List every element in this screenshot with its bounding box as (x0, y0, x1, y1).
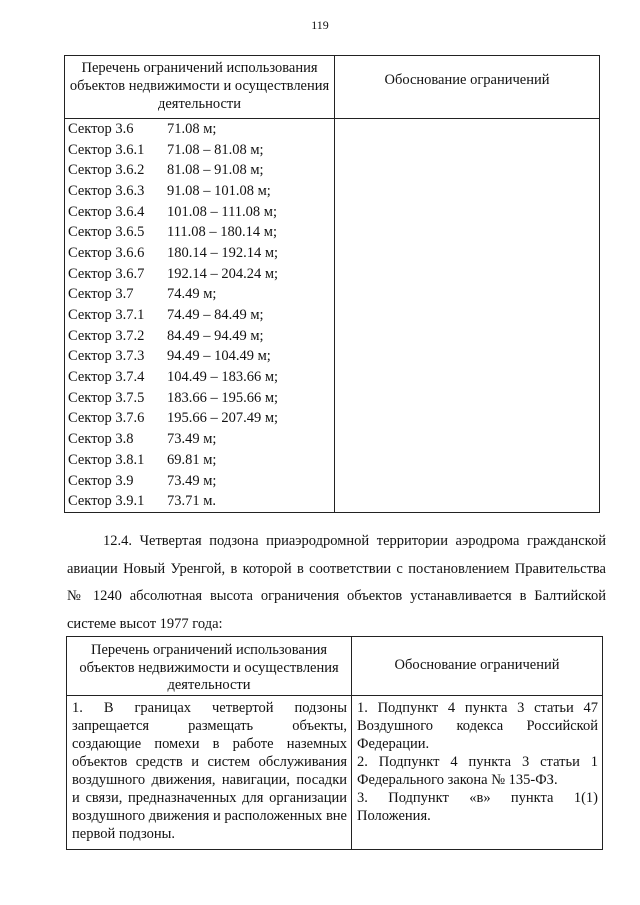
justification-item: 2. Подпункт 4 пункта 3 статьи 1 Федерального закона № 135-ФЗ. (357, 753, 598, 788)
sector-row (65, 181, 334, 202)
sector-name: Сектор 3.6.2 (68, 162, 145, 179)
sector-height: 71.08 – 81.08 м; (167, 141, 264, 158)
sector-height: 81.08 – 91.08 м; (167, 162, 264, 179)
sector-height: 183.66 – 195.66 м; (167, 389, 279, 406)
sector-height: 195.66 – 207.49 м; (167, 410, 279, 427)
sector-row (65, 367, 334, 388)
sector-restrictions-table (64, 55, 600, 513)
header-restrictions-list: Перечень ограничений использования объектов недвижимости и осуществления деятельности (67, 637, 352, 696)
sector-height: 104.49 – 183.66 м; (167, 369, 279, 386)
sector-row (65, 429, 334, 450)
sector-row (65, 491, 334, 512)
sector-name: Сектор 3.6 (68, 120, 134, 137)
sector-row (65, 305, 334, 326)
paragraph-text: 12.4. Четвертая подзона приаэродромной территории аэродрома гражданской авиации Новый Уренгой, в которой в соответствии с постановлением Правительства № 1240 абсолютная высота ограничения объектов устанавливается в Балтийской системе высот 1977 года: (67, 533, 606, 632)
sector-row (65, 326, 334, 347)
sector-row (65, 409, 334, 430)
sector-height: 73.71 м. (167, 493, 217, 510)
sector-row (65, 450, 334, 471)
sector-height: 73.49 м; (167, 431, 217, 448)
sector-height: 192.14 – 204.24 м; (167, 265, 279, 282)
sector-height: 111.08 – 180.14 м; (167, 224, 278, 241)
sector-name: Сектор 3.7 (68, 286, 134, 303)
sector-height: 74.49 м; (167, 286, 217, 303)
sector-name: Сектор 3.6.3 (68, 182, 145, 199)
sector-row (65, 160, 334, 181)
sector-height: 69.81 м; (167, 451, 217, 468)
sector-name: Сектор 3.7.1 (68, 307, 145, 324)
sector-row (65, 285, 334, 306)
sector-name: Сектор 3.9.1 (68, 493, 145, 510)
sector-name: Сектор 3.6.6 (68, 244, 145, 261)
sector-name: Сектор 3.6.1 (68, 141, 145, 158)
justification-item: 1. Подпункт 4 пункта 3 статьи 47 Воздушного кодекса Российской Федерации. (357, 699, 598, 752)
sector-name: Сектор 3.7.2 (68, 327, 145, 344)
sector-name: Сектор 3.6.4 (68, 203, 145, 220)
sector-height: 71.08 м; (167, 120, 217, 137)
table-row (67, 695, 603, 849)
table-header-row (67, 637, 603, 696)
sector-height: 101.08 – 111.08 м; (167, 203, 278, 220)
sector-name: Сектор 3.6.7 (68, 265, 145, 282)
table-header-row (65, 56, 600, 119)
sector-name: Сектор 3.7.6 (68, 410, 145, 427)
page-number: 119 (311, 18, 329, 32)
sector-name: Сектор 3.9 (68, 472, 134, 489)
sector-height: 73.49 м; (167, 472, 217, 489)
sector-row (65, 119, 334, 140)
sector-row (65, 388, 334, 409)
justification-text (352, 695, 603, 849)
fourth-subzone-table (66, 636, 603, 850)
sector-height: 91.08 – 101.08 м; (167, 182, 271, 199)
header-restrictions-list: Перечень ограничений использования объектов недвижимости и осуществления деятельности (65, 56, 335, 119)
sector-row (65, 471, 334, 492)
sector-row (65, 140, 334, 161)
sector-name: Сектор 3.8 (68, 431, 134, 448)
sector-row (65, 222, 334, 243)
sector-row (65, 243, 334, 264)
sector-name: Сектор 3.7.3 (68, 348, 145, 365)
section-12-4-paragraph (67, 528, 606, 638)
sector-row (65, 264, 334, 285)
sector-name: Сектор 3.7.5 (68, 389, 145, 406)
justification-cell-empty (335, 119, 600, 513)
sector-height: 84.49 – 94.49 м; (167, 327, 264, 344)
justification-item: 3. Подпункт «в» пункта 1(1) Положения. (357, 789, 598, 824)
sector-row (65, 202, 334, 223)
sector-name: Сектор 3.6.5 (68, 224, 145, 241)
sector-height: 180.14 – 192.14 м; (167, 244, 279, 261)
sector-height: 94.49 – 104.49 м; (167, 348, 271, 365)
header-justification: Обоснование ограничений (352, 637, 603, 696)
sector-row (65, 347, 334, 368)
sector-name: Сектор 3.8.1 (68, 451, 145, 468)
sector-name: Сектор 3.7.4 (68, 369, 145, 386)
sector-list-cell (65, 119, 335, 513)
sector-height: 74.49 – 84.49 м; (167, 307, 264, 324)
restriction-text: 1. В границах четвертой подзоны запрещается размещать объекты, создающие помехи в работе наземных объектов средств и систем обслуживания воздушного движения, навигации, посадки и связи, предназначенных для организации воздушного движения и расположенных вне первой подзоны. (67, 695, 352, 849)
header-justification: Обоснование ограничений (335, 56, 600, 119)
